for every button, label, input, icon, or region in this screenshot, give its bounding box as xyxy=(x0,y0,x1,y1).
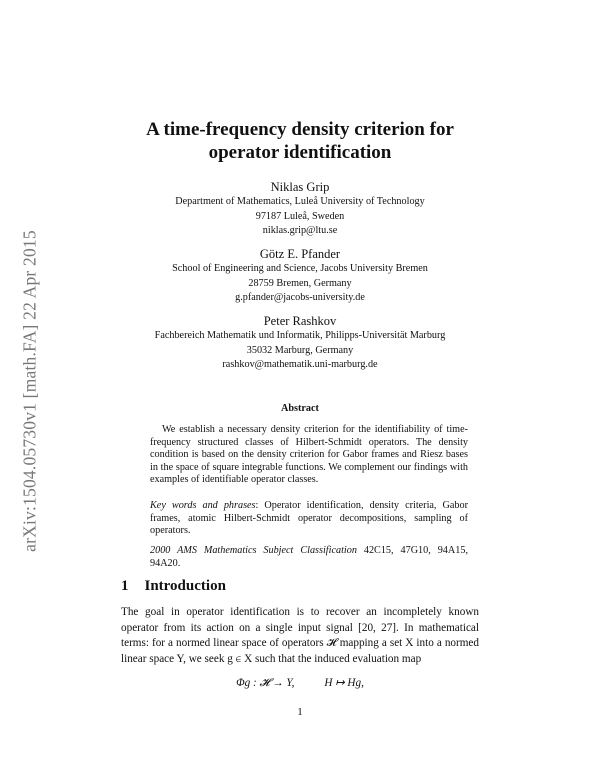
page-number: 1 xyxy=(297,706,303,718)
abstract-heading: Abstract xyxy=(281,403,319,414)
keywords-text: : Operator identification, density criteria, Gabor frames, atomic Hilbert-Schmidt operator decompositions, sampling of operators. xyxy=(150,500,468,536)
keywords-label: Key words and phrases xyxy=(150,500,256,511)
author-address: 28759 Bremen, Germany xyxy=(248,277,352,289)
author-address: 35032 Marburg, Germany xyxy=(246,344,354,356)
author-affiliation: Department of Mathematics, Luleå University of Technology xyxy=(175,196,425,207)
author-block-pfander xyxy=(0,246,600,306)
author-block-grip xyxy=(0,179,600,239)
author-email: niklas.grip@ltu.se xyxy=(262,225,338,236)
section-title: Introduction xyxy=(144,578,226,594)
author-address: 97187 Luleå, Sweden xyxy=(255,210,345,222)
msc-codes: 42C15, 47G10, 94A15, 94A20. xyxy=(150,545,468,569)
msc-classification xyxy=(150,545,468,570)
title-line-1: A time-frequency density criterion for xyxy=(146,119,454,140)
arxiv-stamp-text: arXiv:1504.05730v1 [math.FA] 22 Apr 2015 xyxy=(19,230,40,552)
author-email: g.pfander@jacobs-university.de xyxy=(235,292,365,303)
author-email: rashkov@mathematik.uni-marburg.de xyxy=(222,359,378,370)
abstract-text: We establish a necessary density criterion for the identifiability of time-frequency structured classes of Hilbert-Schmidt operators. The density condition is based on the density criterion for Gabor frames and Riesz bases in the space of square integrable functions. We complement our findings with examples of identifiable operator classes. xyxy=(150,424,468,485)
author-name: Götz E. Pfander xyxy=(259,247,341,261)
equation xyxy=(0,676,600,690)
intro-paragraph: The goal in operator identification is to recover an incompletely known operator from its action on a single input signal [20, 27]. In mathematical terms: for a normed linear space of operators 𝓗 mapping a set X into a normed linear space Y, we seek g ∈ X such that the induced evaluation map xyxy=(121,606,479,665)
msc-label: 2000 AMS Mathematics Subject Classification xyxy=(150,545,357,556)
author-name: Peter Rashkov xyxy=(263,314,337,328)
equation-right: H ↦ Hg, xyxy=(324,677,364,689)
equation-left: Φg : 𝓗 → Y, xyxy=(236,677,295,689)
author-block-rashkov xyxy=(0,313,600,373)
author-affiliation: Fachbereich Mathematik und Informatik, Philipps-Universität Marburg xyxy=(154,330,446,341)
author-affiliation: School of Engineering and Science, Jacobs University Bremen xyxy=(172,263,428,274)
author-name: Niklas Grip xyxy=(270,180,330,194)
keywords xyxy=(150,500,468,538)
paper-title xyxy=(0,118,600,164)
section-heading xyxy=(121,578,226,595)
section-number: 1 xyxy=(121,578,129,594)
title-line-2: operator identification xyxy=(208,142,392,163)
